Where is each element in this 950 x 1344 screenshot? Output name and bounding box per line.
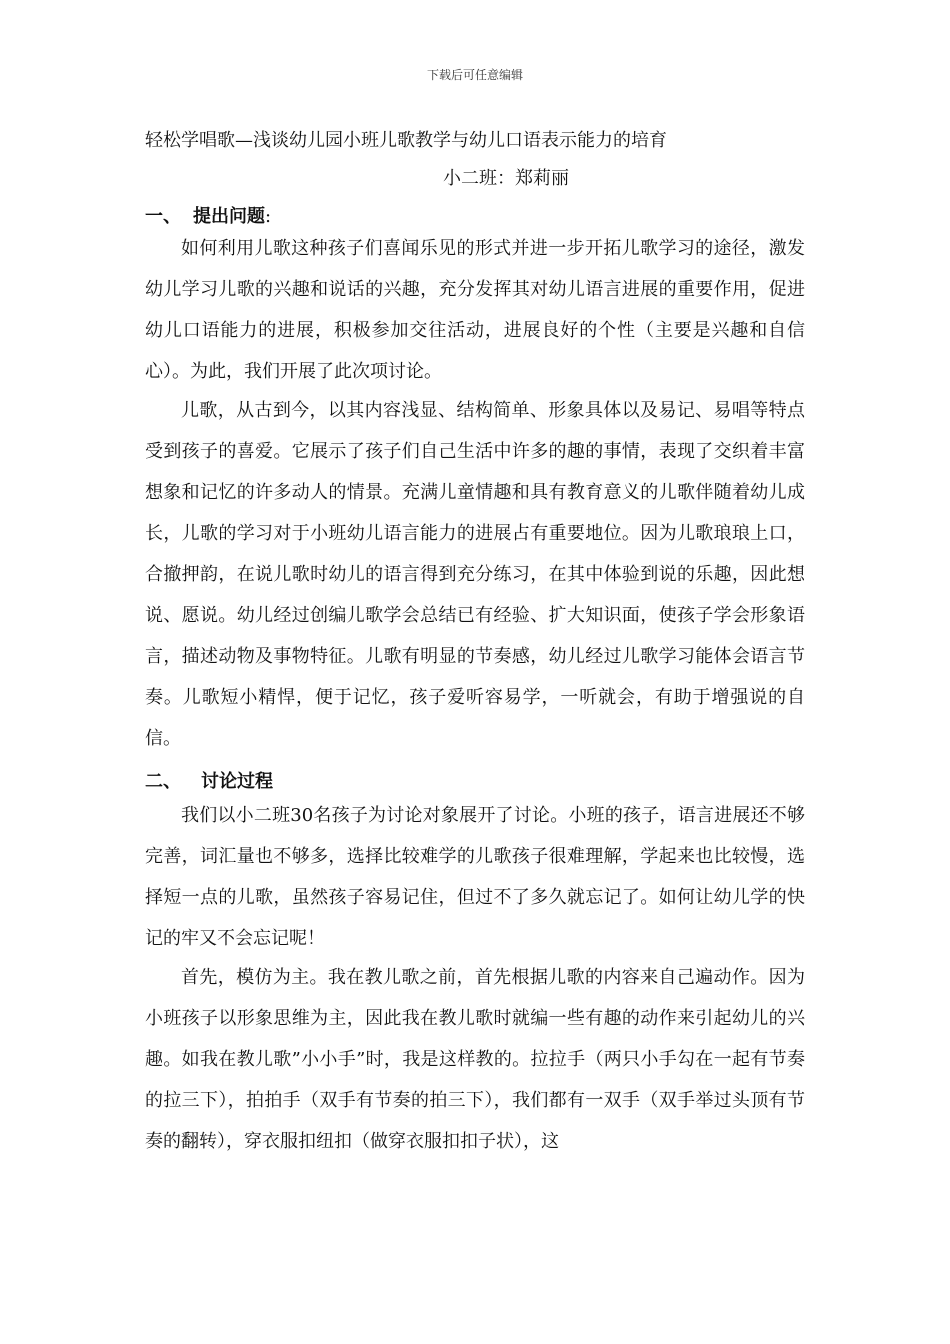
author-line: 小二班：郑莉丽 (443, 168, 569, 189)
paragraph: 我们以小二班30名孩子为讨论对象展开了讨论。小班的孩子，语言进展还不够完善，词汇量也不够多，选择比较难学的儿歌孩子很难理解，学起来也比较慢，选择短一点的儿歌，虽然孩子容易记住，但过不了多久就忘记了。如何让幼儿学的快记的牢又不会忘记呢！ (145, 805, 805, 949)
section-1-number: 一、 (145, 206, 181, 227)
document-title: 轻松学唱歌—浅谈幼儿园小班儿歌教学与幼儿口语表示能力的培育 (145, 130, 667, 151)
section-2-number: 二、 (145, 771, 181, 792)
paragraph: 儿歌，从古到今，以其内容浅显、结构简单、形象具体以及易记、易唱等特点受到孩子的喜爱。它展示了孩子们自己生活中许多的趣的事情，表现了交织着丰富想象和记忆的许多动人的情景。充满儿童情趣和具有教育意义的儿歌伴随着幼儿成长，儿歌的学习对于小班幼儿语言能力的进展占有重要地位。因为儿歌琅琅上口，合撤押韵，在说儿歌时幼儿的语言得到充分练习，在其中体验到说的乐趣，因此想说、愿说。幼儿经过创编儿歌学会总结已有经验、扩大知识面，使孩子学会形象语言，描述动物及事物特征。儿歌有明显的节奏感，幼儿经过儿歌学习能体会语言节奏。儿歌短小精悍，便于记忆，孩子爱听容易学，一听就会，有助于增强说的自信。 (145, 400, 805, 749)
section-1-heading (145, 202, 271, 228)
section-2-heading (145, 767, 273, 793)
section-1-title: 提出问题 (193, 206, 265, 227)
section-1-colon: : (265, 206, 272, 227)
section-2-title: 讨论过程 (201, 771, 273, 792)
paragraph: 如何利用儿歌这种孩子们喜闻乐见的形式并进一步开拓儿歌学习的途径，激发幼儿学习儿歌的兴趣和说话的兴趣，充分发挥其对幼儿语言进展的重要作用，促进幼儿口语能力的进展，积极参加交往活动，进展良好的个性（主要是兴趣和自信心）。为此，我们开展了此次项讨论。 (145, 238, 805, 382)
paragraph: 首先，模仿为主。我在教儿歌之前，首先根据儿歌的内容来自己遍动作。因为小班孩子以形象思维为主，因此我在教儿歌时就编一些有趣的动作来引起幼儿的兴趣。如我在教儿歌”小小手”时，我是这样教的。拉拉手（两只小手勾在一起有节奏的拉三下），拍拍手（双手有节奏的拍三下），我们都有一双手（双手举过头顶有节奏的翻转），穿衣服扣纽扣（做穿衣服扣扣子状），这 (145, 967, 805, 1152)
header-note: 下载后可任意编辑 (426, 68, 523, 82)
